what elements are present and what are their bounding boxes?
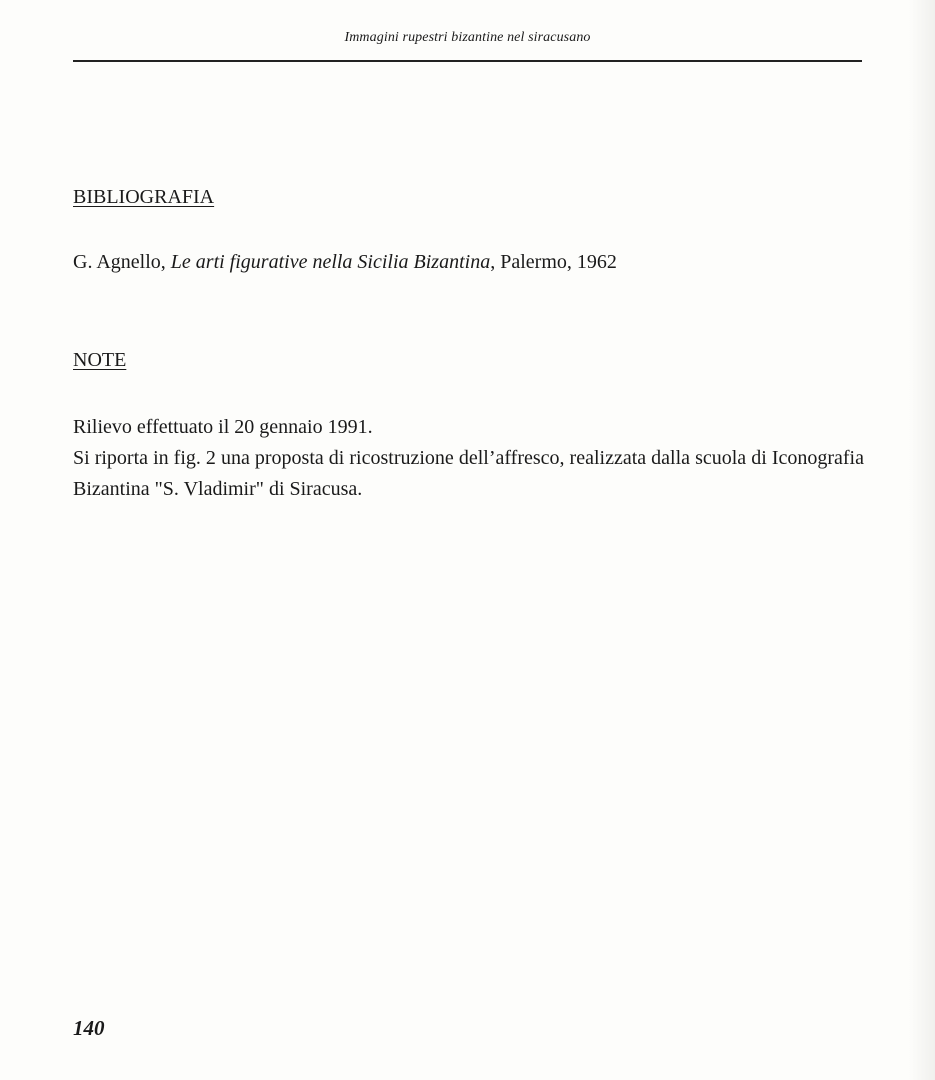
- note-reconstruction: Si riporta in fig. 2 una proposta di ricostruzione dell’affresco, realizzata dalla scuola di Iconografia Bizantina "S. Vladimir" di Siracusa.: [73, 447, 864, 500]
- running-header: Immagini rupestri bizantine nel siracusano: [344, 30, 591, 45]
- header-rule: [73, 60, 862, 62]
- notes-body: [73, 412, 864, 505]
- bibliography-entry: [73, 251, 617, 274]
- bibliography-author: G. Agnello,: [73, 251, 166, 273]
- notes-heading: NOTE: [73, 349, 127, 371]
- bibliography-heading: BIBLIOGRAFIA: [73, 186, 215, 208]
- page-number: 140: [73, 1016, 105, 1040]
- page-edge-shadow: [909, 0, 935, 1080]
- bibliography-title: Le arti figurative nella Sicilia Bizantina: [170, 251, 491, 273]
- note-survey-date: Rilievo effettuato il 20 gennaio 1991.: [73, 416, 373, 438]
- bibliography-publication: , Palermo, 1962: [490, 251, 617, 273]
